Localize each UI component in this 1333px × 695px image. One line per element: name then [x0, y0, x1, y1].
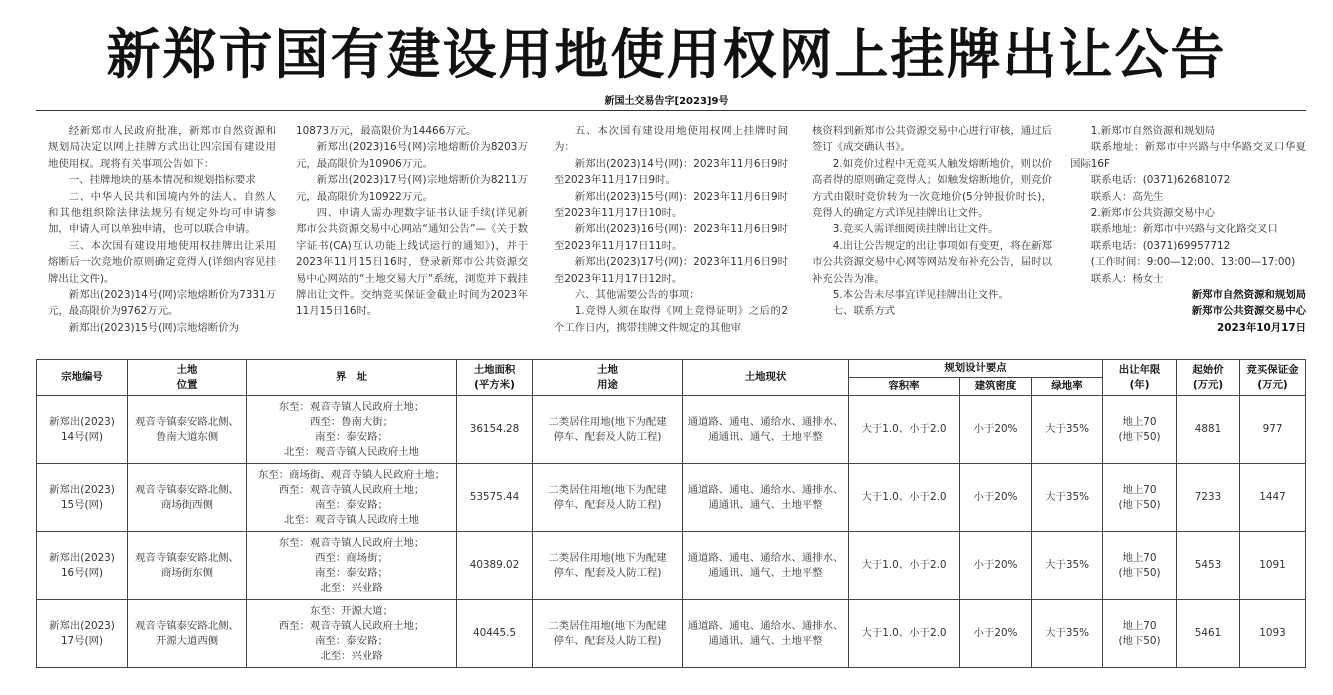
land-parcel-table: [36, 359, 1306, 668]
paragraph: 新郑出(2023)15号(网)：2023年11月6日9时至2023年11月17日10时。: [554, 190, 788, 220]
paragraph: 经新郑市人民政府批准，新郑市自然资源和规划局决定以网上挂牌方式出让四宗国有建设用地使用权。现将有关事项公告如下：: [48, 125, 276, 170]
paragraph: 新郑出(2023)17号(网)：2023年11月6日9时至2023年11月17日12时。: [554, 256, 788, 285]
cell-green-ratio: 大于35%: [1032, 396, 1103, 464]
cell-plot-ratio: 大于1.0、小于2.0: [849, 600, 960, 668]
table-row: [37, 600, 1306, 668]
cell-start-price: 4881: [1177, 396, 1240, 464]
cell-parcel-no: 新郑出(2023) 14号(网): [37, 396, 128, 464]
cell-start-price: 5453: [1177, 532, 1240, 600]
paragraph: 新郑出(2023)14号(网)：2023年11月6日9时至2023年11月17日9时。: [554, 157, 788, 187]
cell-parcel-no: 新郑出(2023) 15号(网): [37, 464, 128, 532]
paragraph: 新郑市公共资源交易中心: [1191, 305, 1306, 318]
cell-area: 53575.44: [457, 464, 533, 532]
cell-deposit: 1091: [1240, 532, 1306, 600]
paragraph: 1.新郑市自然资源和规划局: [1090, 125, 1216, 137]
text-column-2: [296, 123, 528, 355]
cell-building-density: 小于20%: [960, 600, 1032, 668]
header-parcel-no: 宗地编号: [37, 360, 128, 396]
cell-deposit: 977: [1240, 396, 1306, 464]
cell-land-use: 二类居住用地(地下为配建 停车、配套及人防工程): [533, 600, 683, 668]
cell-green-ratio: 大于35%: [1032, 532, 1103, 600]
cell-location: 观音寺镇泰安路北侧、 鲁南大道东侧: [128, 396, 247, 464]
cell-land-use: 二类居住用地(地下为配建 停车、配套及人防工程): [533, 396, 683, 464]
paragraph: 4.出让公告规定的出让事项如有变更，将在新郑市公共资源交易中心网等网站发布补充公告，届时以补充公告为准。: [812, 239, 1052, 285]
cell-boundary: 东至：商场街、观音寺镇人民政府土地； 西至：观音寺镇人民政府土地； 南至：泰安路； 北至：观音寺镇人民政府土地: [247, 464, 457, 532]
cell-building-density: 小于20%: [960, 532, 1032, 600]
header-location: 土地 位置: [128, 360, 247, 396]
paragraph: 五、本次国有建设用地使用权网上挂牌时间为：: [554, 125, 788, 154]
paragraph: 1.竞得人须在取得《网上竞得证明》之后的2个工作日内，携带挂牌文件规定的其他审: [554, 305, 788, 334]
cell-boundary: 东至：观音寺镇人民政府土地； 西至：商场街； 南至：泰安路； 北至：兴业路: [247, 532, 457, 600]
paragraph: 新郑出(2023)15号(网)宗地熔断价为: [68, 321, 239, 334]
cell-land-status: 通道路、通电、通给水、通排水、 通通讯、通气、土地平整: [683, 464, 849, 532]
cell-start-price: 7233: [1177, 464, 1240, 532]
cell-plot-ratio: 大于1.0、小于2.0: [849, 532, 960, 600]
cell-area: 40389.02: [457, 532, 533, 600]
table-row: [37, 532, 1306, 600]
cell-location: 观音寺镇泰安路北侧、 商场街东侧: [128, 532, 247, 600]
header-start-price: 起始价 (万元): [1177, 360, 1240, 396]
cell-term: 地上70 (地下50): [1103, 600, 1177, 668]
paragraph: 新郑出(2023)14号(网)宗地熔断价为7331万元，最高限价为9762万元。: [48, 289, 276, 318]
header-far: 容积率: [849, 378, 960, 396]
header-planning: 规划设计要点: [849, 360, 1103, 378]
paragraph: 联系地址：新郑市中兴路与中华路交叉口华夏国际16F: [1070, 141, 1306, 170]
paragraph: 2.新郑市公共资源交易中心: [1090, 207, 1216, 220]
cell-boundary: 东至：开源大道； 西至：观音寺镇人民政府土地； 南至：泰安路； 北至：兴业路: [247, 600, 457, 668]
cell-plot-ratio: 大于1.0、小于2.0: [849, 464, 960, 532]
paragraph: 新郑出(2023)17号(网)宗地熔断价为8211万元，最高限价为10922万元。: [296, 174, 528, 203]
text-column-4: [812, 123, 1052, 355]
header-green: 绿地率: [1032, 378, 1103, 396]
paragraph: 联系电话：(0371)62681072: [1090, 174, 1231, 187]
cell-land-status: 通道路、通电、通给水、通排水、 通通讯、通气、土地平整: [683, 600, 849, 668]
cell-building-density: 小于20%: [960, 396, 1032, 464]
cell-area: 40445.5: [457, 600, 533, 668]
paragraph: 四、申请人需办理数字证书认证手续(详见新郑市公共资源交易中心网站“通知公告”—《关于数字证书(CA)互认功能上线试运行的通知》)，并于2023年11月15日16时，登录新郑市公共资源交易中心网站的“土地交易大厅”系统，浏览并下载挂牌出让文件。交纳竞买保证金截止时间为2023年11月15日16时。: [296, 207, 528, 318]
paragraph: 新郑市自然资源和规划局: [1191, 289, 1306, 302]
paragraph: 七、联系方式: [832, 305, 896, 318]
header-term: 出让年限 (年): [1103, 360, 1177, 396]
header-boundary: 界 址: [247, 360, 457, 396]
paragraph: 一、挂牌地块的基本情况和规划指标要求: [68, 174, 256, 187]
cell-parcel-no: 新郑出(2023) 16号(网): [37, 532, 128, 600]
paragraph: 新郑出(2023)16号(网)：2023年11月6日9时至2023年11月17日11时。: [554, 223, 788, 252]
cell-land-status: 通道路、通电、通给水、通排水、 通通讯、通气、土地平整: [683, 532, 849, 600]
paragraph: 新郑出(2023)16号(网)宗地熔断价为8203万元，最高限价为10906万元。: [296, 141, 528, 170]
paragraph: (工作时间：9:00—12:00、13:00—17:00): [1090, 256, 1296, 269]
top-rule: [36, 110, 1306, 111]
cell-term: 地上70 (地下50): [1103, 532, 1177, 600]
paragraph: 二、中华人民共和国境内外的法人、自然人和其他组织除法律法规另有规定外均可申请参加，申请人可以单独申请，也可以联合申请。: [48, 190, 276, 236]
cell-term: 地上70 (地下50): [1103, 464, 1177, 532]
text-column-3: [554, 123, 788, 355]
paragraph: 2.如竞价过程中无竞买人触发熔断地价，则以价高者得的原则确定竞得人；如触发熔断地价，则竞价方式由限时竞价转为一次竞地价(5分钟报价时长)，竞得人的确定方式详见挂牌出让文件。: [812, 157, 1052, 220]
cell-term: 地上70 (地下50): [1103, 396, 1177, 464]
paragraph: 联系地址：新郑市中兴路与文化路交叉口: [1090, 223, 1278, 236]
cell-plot-ratio: 大于1.0、小于2.0: [849, 396, 960, 464]
cell-boundary: 东至：观音寺镇人民政府土地； 西至：鲁南大街； 南至：泰安路； 北至：观音寺镇人民政府土地: [247, 396, 457, 464]
cell-start-price: 5461: [1177, 600, 1240, 668]
paragraph: 联系人：高先生: [1090, 190, 1164, 203]
cell-deposit: 1447: [1240, 464, 1306, 532]
paragraph: 核资料到新郑市公共资源交易中心进行审核，通过后签订《成交确认书》。: [812, 125, 1052, 154]
paragraph: 六、其他需要公告的事项：: [574, 289, 700, 302]
notice-title: 新郑市国有建设用地使用权网上挂牌出让公告: [106, 22, 1227, 86]
header-deposit: 竞买保证金 (万元): [1240, 360, 1306, 396]
paragraph: 3.竞买人需详细阅读挂牌出让文件。: [832, 223, 999, 236]
table-row: [37, 396, 1306, 464]
header-area: 土地面积 (平方米): [457, 360, 533, 396]
cell-land-use: 二类居住用地(地下为配建 停车、配套及人防工程): [533, 464, 683, 532]
cell-location: 观音寺镇泰安路北侧、 开源大道西侧: [128, 600, 247, 668]
header-status: 土地现状: [683, 360, 849, 396]
cell-parcel-no: 新郑出(2023) 17号(网): [37, 600, 128, 668]
paragraph: 三、本次国有建设用地使用权挂牌出让采用熔断后一次竞地价原则确定竞得人(详细内容见挂牌出让文件)。: [48, 239, 276, 285]
cell-area: 36154.28: [457, 396, 533, 464]
paragraph: 5.本公告未尽事宜详见挂牌出让文件。: [832, 289, 1009, 302]
cell-land-status: 通道路、通电、通给水、通排水、 通通讯、通气、土地平整: [683, 396, 849, 464]
table-row: [37, 464, 1306, 532]
paragraph: 联系电话：(0371)69957712: [1090, 239, 1231, 252]
cell-land-use: 二类居住用地(地下为配建 停车、配套及人防工程): [533, 532, 683, 600]
text-column-1: [48, 123, 276, 355]
cell-green-ratio: 大于35%: [1032, 600, 1103, 668]
cell-green-ratio: 大于35%: [1032, 464, 1103, 532]
cell-building-density: 小于20%: [960, 464, 1032, 532]
text-column-5: [1070, 123, 1306, 355]
document-number: 新国土交易告字[2023]9号: [604, 96, 729, 107]
paragraph: 2023年10月17日: [1216, 321, 1306, 334]
header-use: 土地 用途: [533, 360, 683, 396]
cell-deposit: 1093: [1240, 600, 1306, 668]
paragraph: 10873万元，最高限价为14466万元。: [296, 125, 477, 137]
paragraph: 联系人：杨女士: [1090, 272, 1164, 285]
header-density: 建筑密度: [960, 378, 1032, 396]
cell-location: 观音寺镇泰安路北侧、 商场街西侧: [128, 464, 247, 532]
